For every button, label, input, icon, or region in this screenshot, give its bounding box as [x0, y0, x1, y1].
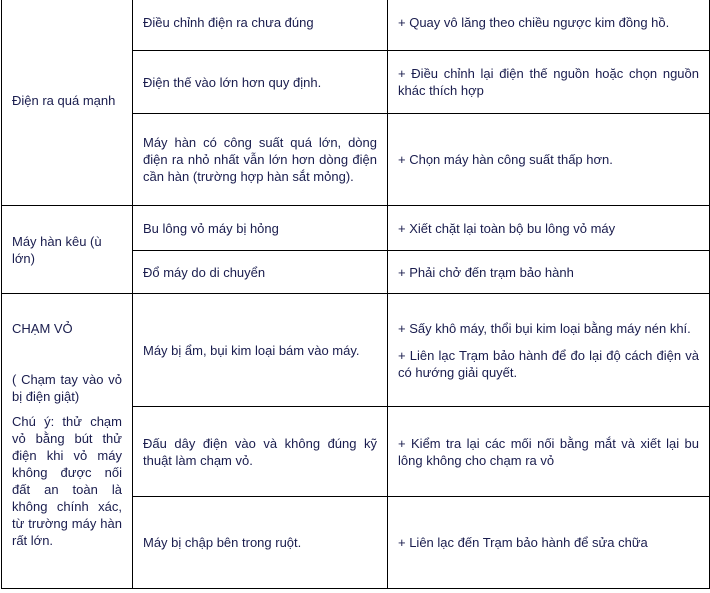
solution-cell: + Phải chở đến trạm bảo hành [388, 251, 710, 294]
table-row [2, 206, 710, 251]
cause-cell: Điện thế vào lớn hơn quy định. [133, 51, 388, 114]
table-row [2, 294, 710, 407]
solution-cell: + Chọn máy hàn công suất thấp hơn. [388, 114, 710, 206]
solution-cell: + Quay vô lăng theo chiều ngược kim đồng hồ. [388, 0, 710, 51]
cause-cell: Đổ máy do di chuyển [133, 251, 388, 294]
cause-cell: Bu lông vỏ máy bị hỏng [133, 206, 388, 251]
cause-cell: Máy hàn có công suất quá lớn, dòng điện ra nhỏ nhất vẫn lớn hơn dòng điện cần hàn (trường hợp hàn sắt mỏng). [133, 114, 388, 206]
symptom-cell: Máy hàn kêu (ù lớn) [2, 206, 133, 294]
symptom-subtitle: ( Chạm tay vào vỏ bị điện giật) [12, 372, 122, 404]
symptom-note: Chú ý: thử chạm vỏ bằng bút thử điện khi vỏ máy không được nối đất an toàn là không chính xác, từ trường máy hàn rất lớn. [12, 414, 122, 548]
cause-cell: Điều chỉnh điện ra chưa đúng [133, 0, 388, 51]
solution-line: + Sấy khô máy, thổi bụi kim loại bằng máy nén khí. [398, 320, 691, 336]
solution-cell: + Kiểm tra lại các mối nối bằng mắt và xiết lại bu lông không cho chạm ra vỏ [388, 407, 710, 497]
table-row [2, 0, 710, 51]
solution-cell: + Xiết chặt lại toàn bộ bu lông vỏ máy [388, 206, 710, 251]
solution-line: + Liên lạc Trạm bảo hành để đo lại độ cách điện và có hướng giải quyết. [398, 347, 699, 380]
solution-cell: + Liên lạc đến Trạm bảo hành để sửa chữa [388, 497, 710, 589]
symptom-cell: Điện ra quá mạnh [2, 0, 133, 206]
cause-cell: Máy bị chập bên trong ruột. [133, 497, 388, 589]
symptom-title: CHẠM VỎ [12, 321, 73, 336]
solution-cell: + Điều chỉnh lại điện thế nguồn hoặc chọn nguồn khác thích hợp [388, 51, 710, 114]
troubleshooting-table [1, 0, 710, 589]
solution-cell [388, 294, 710, 407]
cause-cell: Đấu dây điện vào và không đúng kỹ thuật làm chạm vỏ. [133, 407, 388, 497]
symptom-cell [2, 294, 133, 589]
cause-cell: Máy bị ẩm, bụi kim loại bám vào máy. [133, 294, 388, 407]
